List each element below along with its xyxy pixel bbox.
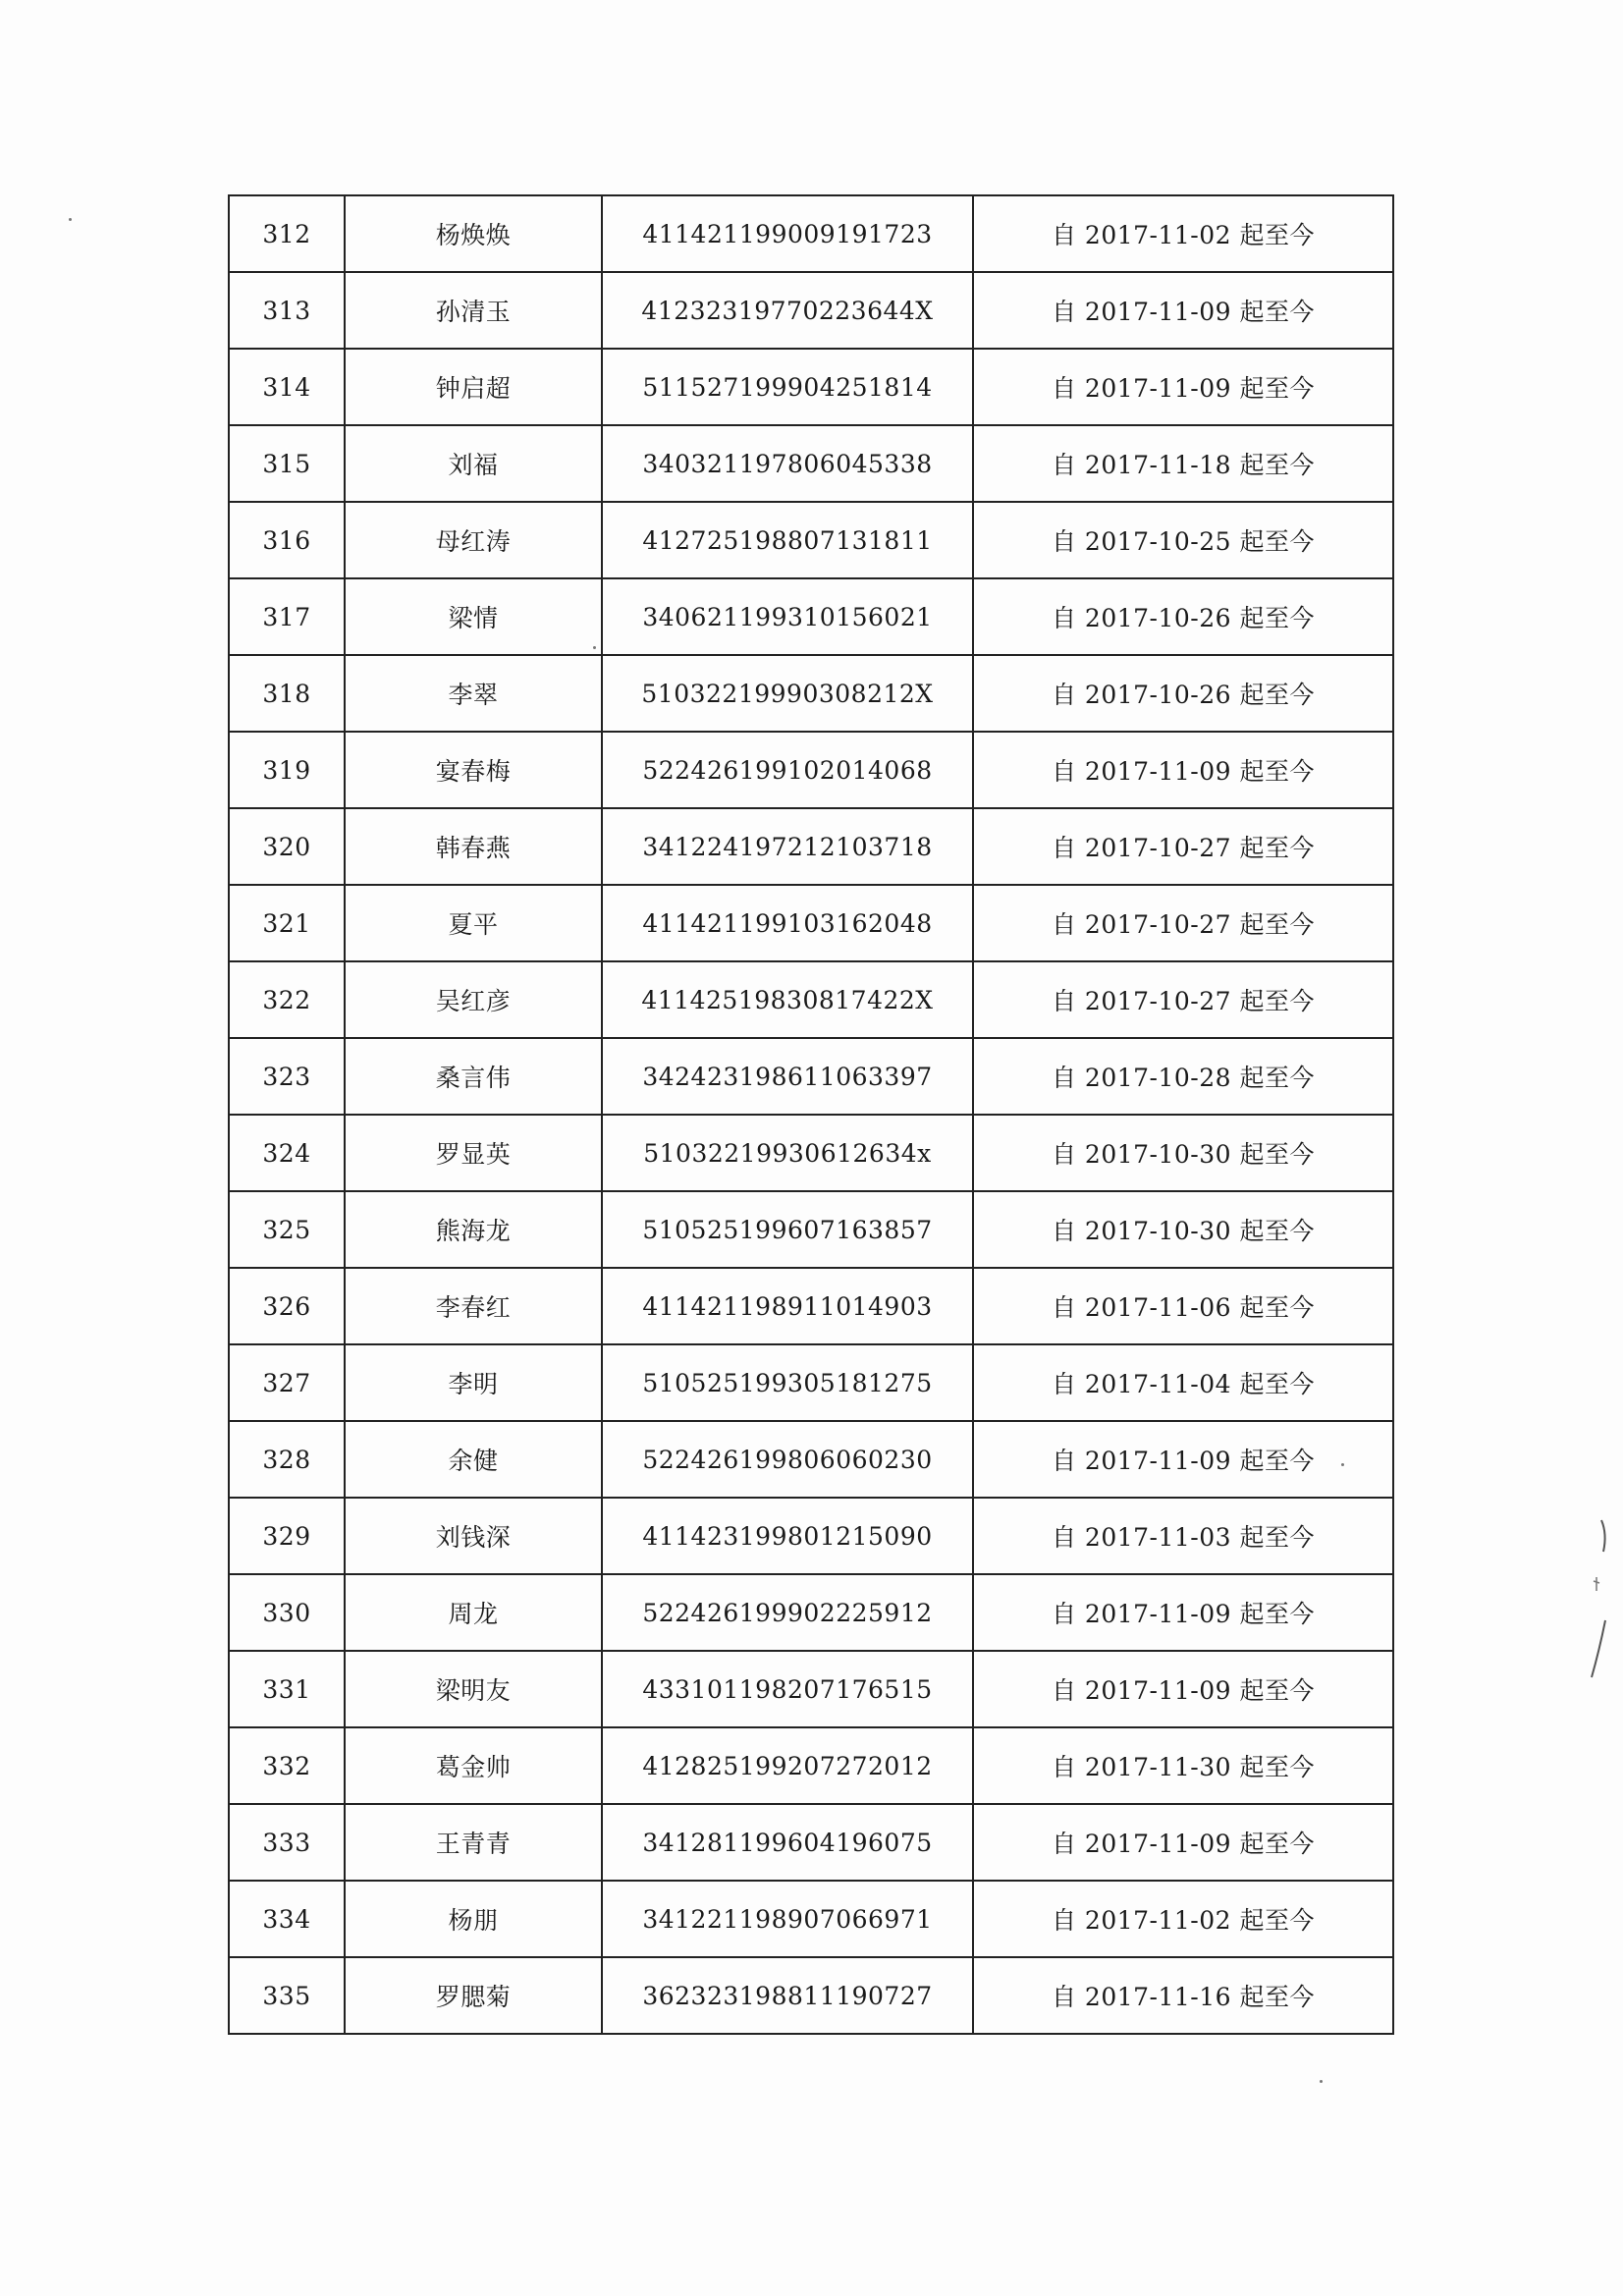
id-number: 341281199604196075: [602, 1804, 973, 1881]
row-number: 313: [229, 272, 345, 349]
id-number: 51032219930612634x: [602, 1115, 973, 1191]
person-name: 熊海龙: [345, 1191, 602, 1268]
employment-period: 自 2017-11-03 起至今: [973, 1498, 1393, 1574]
employment-period: 自 2017-11-02 起至今: [973, 195, 1393, 272]
row-number: 334: [229, 1881, 345, 1957]
row-number: 314: [229, 349, 345, 425]
employment-period: 自 2017-10-27 起至今: [973, 885, 1393, 961]
table-row: [229, 272, 1393, 349]
scan-speck: [1341, 1463, 1344, 1466]
employment-period: 自 2017-11-09 起至今: [973, 1421, 1393, 1498]
id-number: 412725198807131811: [602, 502, 973, 578]
person-name: 杨焕焕: [345, 195, 602, 272]
scan-speck: [1320, 2080, 1323, 2083]
person-name: 桑言伟: [345, 1038, 602, 1115]
id-number: 511527199904251814: [602, 349, 973, 425]
id-number: 522426199902225912: [602, 1574, 973, 1651]
id-number: 412825199207272012: [602, 1727, 973, 1804]
table-row: [229, 502, 1393, 578]
id-number: 522426199806060230: [602, 1421, 973, 1498]
person-name: 孙清玉: [345, 272, 602, 349]
employment-period: 自 2017-10-25 起至今: [973, 502, 1393, 578]
table-row: [229, 1957, 1393, 2034]
scan-speck: [593, 646, 596, 649]
id-number: 340621199310156021: [602, 578, 973, 655]
row-number: 322: [229, 961, 345, 1038]
person-name: 罗腮菊: [345, 1957, 602, 2034]
row-number: 324: [229, 1115, 345, 1191]
id-number: 341224197212103718: [602, 808, 973, 885]
person-name: 李明: [345, 1344, 602, 1421]
row-number: 327: [229, 1344, 345, 1421]
table-row: [229, 425, 1393, 502]
person-name: 李翠: [345, 655, 602, 732]
table-row: [229, 732, 1393, 808]
employment-period: 自 2017-10-28 起至今: [973, 1038, 1393, 1115]
employment-period: 自 2017-11-09 起至今: [973, 1651, 1393, 1727]
employment-period: 自 2017-11-18 起至今: [973, 425, 1393, 502]
person-name: 夏平: [345, 885, 602, 961]
id-number: 362323198811190727: [602, 1957, 973, 2034]
employment-period: 自 2017-10-30 起至今: [973, 1191, 1393, 1268]
id-number: 510525199607163857: [602, 1191, 973, 1268]
person-name: 梁明友: [345, 1651, 602, 1727]
table-row: [229, 1574, 1393, 1651]
employee-table: [228, 194, 1394, 2035]
row-number: 328: [229, 1421, 345, 1498]
person-name: 刘福: [345, 425, 602, 502]
id-number: 510525199305181275: [602, 1344, 973, 1421]
row-number: 315: [229, 425, 345, 502]
row-number: 312: [229, 195, 345, 272]
row-number: 316: [229, 502, 345, 578]
row-number: 335: [229, 1957, 345, 2034]
employment-period: 自 2017-11-09 起至今: [973, 272, 1393, 349]
row-number: 323: [229, 1038, 345, 1115]
employment-period: 自 2017-10-26 起至今: [973, 578, 1393, 655]
employment-period: 自 2017-10-27 起至今: [973, 808, 1393, 885]
table-row: [229, 1651, 1393, 1727]
employment-period: 自 2017-10-30 起至今: [973, 1115, 1393, 1191]
person-name: 韩春燕: [345, 808, 602, 885]
table-row: [229, 885, 1393, 961]
id-number: 340321197806045338: [602, 425, 973, 502]
table-row: [229, 961, 1393, 1038]
binding-mark: [1588, 1512, 1611, 1689]
row-number: 333: [229, 1804, 345, 1881]
row-number: 318: [229, 655, 345, 732]
row-number: 325: [229, 1191, 345, 1268]
employment-period: 自 2017-10-27 起至今: [973, 961, 1393, 1038]
employment-period: 自 2017-11-09 起至今: [973, 1804, 1393, 1881]
table-row: [229, 1804, 1393, 1881]
person-name: 李春红: [345, 1268, 602, 1344]
id-number: 411423199801215090: [602, 1498, 973, 1574]
table-row: [229, 195, 1393, 272]
id-number: 341221198907066971: [602, 1881, 973, 1957]
person-name: 宴春梅: [345, 732, 602, 808]
table-row: [229, 808, 1393, 885]
scan-speck: [69, 218, 72, 221]
id-number: 51032219990308212X: [602, 655, 973, 732]
id-number: 411421198911014903: [602, 1268, 973, 1344]
employment-period: 自 2017-10-26 起至今: [973, 655, 1393, 732]
row-number: 326: [229, 1268, 345, 1344]
table-row: [229, 1115, 1393, 1191]
table-row: [229, 1727, 1393, 1804]
employment-period: 自 2017-11-06 起至今: [973, 1268, 1393, 1344]
employment-period: 自 2017-11-09 起至今: [973, 732, 1393, 808]
table-row: [229, 1498, 1393, 1574]
person-name: 葛金帅: [345, 1727, 602, 1804]
employment-period: 自 2017-11-16 起至今: [973, 1957, 1393, 2034]
person-name: 母红涛: [345, 502, 602, 578]
employment-period: 自 2017-11-04 起至今: [973, 1344, 1393, 1421]
id-number: 433101198207176515: [602, 1651, 973, 1727]
employment-period: 自 2017-11-02 起至今: [973, 1881, 1393, 1957]
table-row: [229, 578, 1393, 655]
row-number: 330: [229, 1574, 345, 1651]
table-row: [229, 1344, 1393, 1421]
id-number: 41232319770223644X: [602, 272, 973, 349]
row-number: 321: [229, 885, 345, 961]
id-number: 411421199009191723: [602, 195, 973, 272]
table-row: [229, 349, 1393, 425]
row-number: 320: [229, 808, 345, 885]
table-row: [229, 1421, 1393, 1498]
row-number: 319: [229, 732, 345, 808]
person-name: 余健: [345, 1421, 602, 1498]
id-number: 522426199102014068: [602, 732, 973, 808]
id-number: 41142519830817422X: [602, 961, 973, 1038]
row-number: 317: [229, 578, 345, 655]
employment-period: 自 2017-11-30 起至今: [973, 1727, 1393, 1804]
table-row: [229, 1881, 1393, 1957]
person-name: 刘钱深: [345, 1498, 602, 1574]
person-name: 钟启超: [345, 349, 602, 425]
table-row: [229, 1268, 1393, 1344]
table-row: [229, 1038, 1393, 1115]
person-name: 吴红彦: [345, 961, 602, 1038]
person-name: 梁情: [345, 578, 602, 655]
row-number: 329: [229, 1498, 345, 1574]
table-row: [229, 1191, 1393, 1268]
person-name: 王青青: [345, 1804, 602, 1881]
person-name: 罗显英: [345, 1115, 602, 1191]
id-number: 411421199103162048: [602, 885, 973, 961]
employee-table-body: [229, 195, 1393, 2034]
table-row: [229, 655, 1393, 732]
employment-period: 自 2017-11-09 起至今: [973, 1574, 1393, 1651]
person-name: 周龙: [345, 1574, 602, 1651]
id-number: 342423198611063397: [602, 1038, 973, 1115]
employment-period: 自 2017-11-09 起至今: [973, 349, 1393, 425]
person-name: 杨朋: [345, 1881, 602, 1957]
row-number: 332: [229, 1727, 345, 1804]
row-number: 331: [229, 1651, 345, 1727]
